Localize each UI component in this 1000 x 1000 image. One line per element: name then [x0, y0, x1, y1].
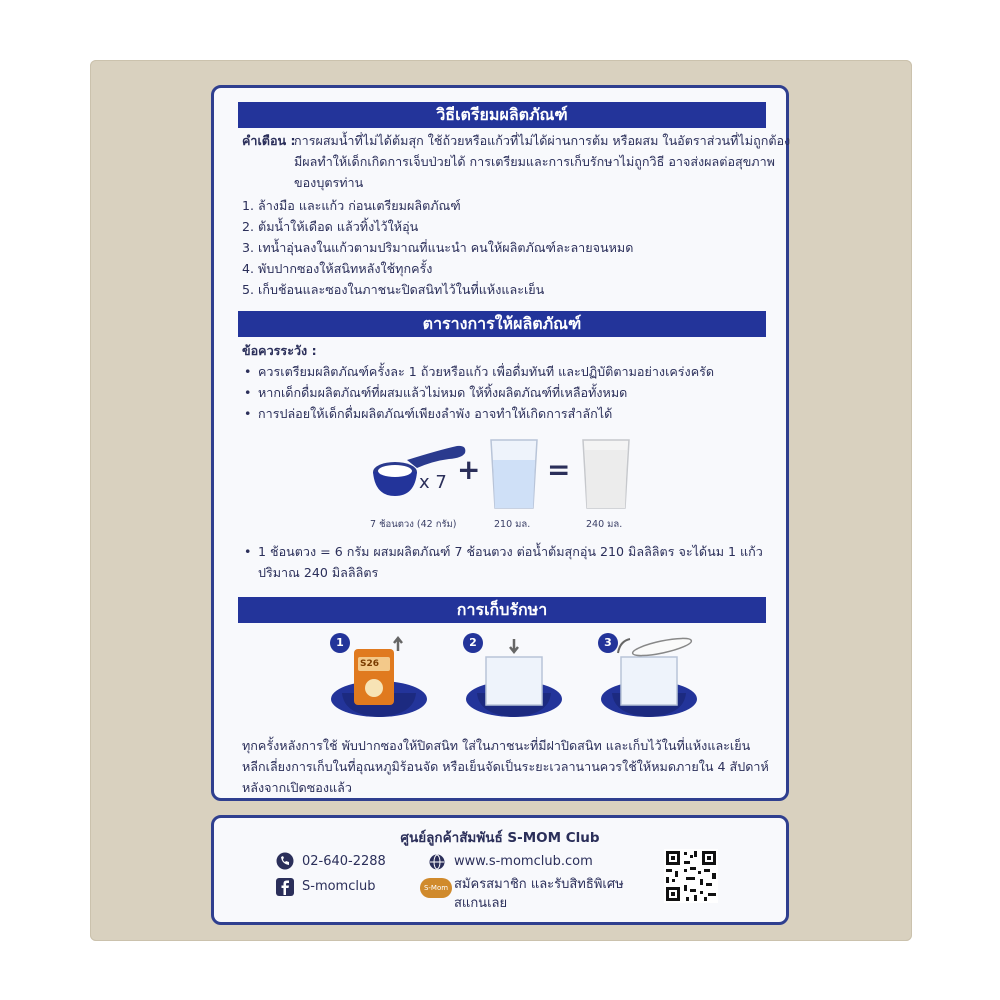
smom-logo-text: S-Mom [423, 884, 449, 892]
warning-label: คำเตือน : [242, 133, 296, 148]
caution-item: • หากเด็กดื่มผลิตภัณฑ์ที่ผสมแล้วไม่หมด ให้ทิ้งผลิตภัณฑ์ที่เหลือทั้งหมด [258, 382, 627, 403]
prep-step: 2. ต้มน้ำให้เดือด แล้วทิ้งไว้ให้อุ่น [242, 219, 419, 234]
mix-note: • 1 ช้อนตวง = 6 กรัม ผสมผลิตภัณฑ์ 7 ช้อนตวง ต่อน้ำต้มสุกอุ่น 210 มิลลิลิตร จะได้นม 1 แก้ว [258, 541, 763, 562]
step-number-badge: 3 [598, 633, 618, 653]
globe-icon [429, 854, 445, 870]
warning-line: การผสมน้ำที่ไม่ได้ต้มสุก ใช้ถ้วยหรือแก้วที่ไม่ได้ผ่านการต้ม หรือผสม ในอัตราส่วนที่ไม่ถูกต้อง [294, 133, 791, 148]
smom-logo [420, 878, 452, 898]
storage-line: ทุกครั้งหลังการใช้ พับปากซองให้ปิดสนิท ใส่ในภาชนะที่มีฝาปิดสนิท และเก็บไว้ในที่แห้งและเย็น [242, 738, 751, 753]
storage-title-banner [238, 597, 766, 623]
step-number-badge: 2 [463, 633, 483, 653]
mix-note-cont: ปริมาณ 240 มิลลิลิตร [258, 565, 379, 580]
contact-title: ศูนย์ลูกค้าสัมพันธ์ S-MOM Club [400, 830, 600, 846]
storage-line: หลีกเลี่ยงการเก็บในที่อุณหภูมิร้อนจัด หรือเย็นจัดเป็นระยะเวลานานควรใช้ให้หมดภายใน 4 สัปดาห์ [242, 759, 769, 774]
water-caption: 210 มล. [494, 519, 531, 530]
milk-glass-icon [581, 438, 631, 510]
facebook-link[interactable]: S-momclub [302, 879, 376, 894]
pack-label: S26 [360, 659, 380, 669]
storage-step-1 [324, 633, 434, 743]
scoop-caption: 7 ช้อนตวง (42 กรัม) [370, 519, 457, 530]
member-line-2: สแกนเลย [454, 896, 508, 911]
storage-step-3 [594, 633, 704, 743]
storage-title: การเก็บรักษา [456, 600, 548, 619]
prep-step: 5. เก็บช้อนและซองในภาชนะปิดสนิทไว้ในที่แห้งและเย็น [242, 282, 545, 297]
qr-code[interactable] [664, 849, 718, 903]
member-line-1: สมัครสมาชิก และรับสิทธิพิเศษ [454, 877, 624, 892]
instruction-panel [211, 85, 789, 801]
water-glass-icon [489, 438, 539, 510]
scoop-multiplier: x 7 [419, 472, 447, 493]
phone-icon [276, 852, 294, 870]
caution-item: • ควรเตรียมผลิตภัณฑ์ครั้งละ 1 ถ้วยหรือแก้ว เพื่อดื่มทันที และปฏิบัติตามอย่างเคร่งครัด [258, 361, 714, 382]
contact-panel [211, 815, 789, 925]
milk-caption: 240 มล. [586, 519, 623, 530]
prep-step: 1. ล้างมือ และแก้ว ก่อนเตรียมผลิตภัณฑ์ [242, 198, 461, 213]
prep-step: 3. เทน้ำอุ่นลงในแก้วตามปริมาณที่แนะนำ คนให้ผลิตภัณฑ์ละลายจนหมด [242, 240, 634, 255]
caution-label: ข้อควรระวัง : [242, 343, 317, 358]
feeding-title: ตารางการให้ผลิตภัณฑ์ [422, 314, 582, 333]
feeding-title-banner [238, 311, 766, 337]
facebook-icon [276, 878, 294, 896]
storage-step-2 [459, 633, 569, 743]
storage-line: หลังจากเปิดซองแล้ว [242, 780, 352, 795]
plus-sign: + [457, 453, 481, 486]
step-number-badge: 1 [330, 633, 350, 653]
prep-title: วิธีเตรียมผลิตภัณฑ์ [436, 105, 568, 124]
website-link[interactable]: www.s-momclub.com [454, 854, 593, 869]
prep-title-banner [238, 102, 766, 128]
equals-sign: = [547, 453, 571, 486]
caution-item: • การปล่อยให้เด็กดื่มผลิตภัณฑ์เพียงลำพัง อาจทำให้เกิดการสำลักได้ [258, 403, 612, 424]
phone-number[interactable]: 02-640-2288 [302, 854, 386, 869]
warning-line: ของบุตรท่าน [294, 175, 364, 190]
prep-step: 4. พับปากซองให้สนิทหลังใช้ทุกครั้ง [242, 261, 433, 276]
warning-line: มีผลทำให้เด็กเกิดการเจ็บป่วยได้ การเตรียมและการเก็บรักษาไม่ถูกวิธี อาจส่งผลต่อสุขภาพ [294, 154, 775, 169]
